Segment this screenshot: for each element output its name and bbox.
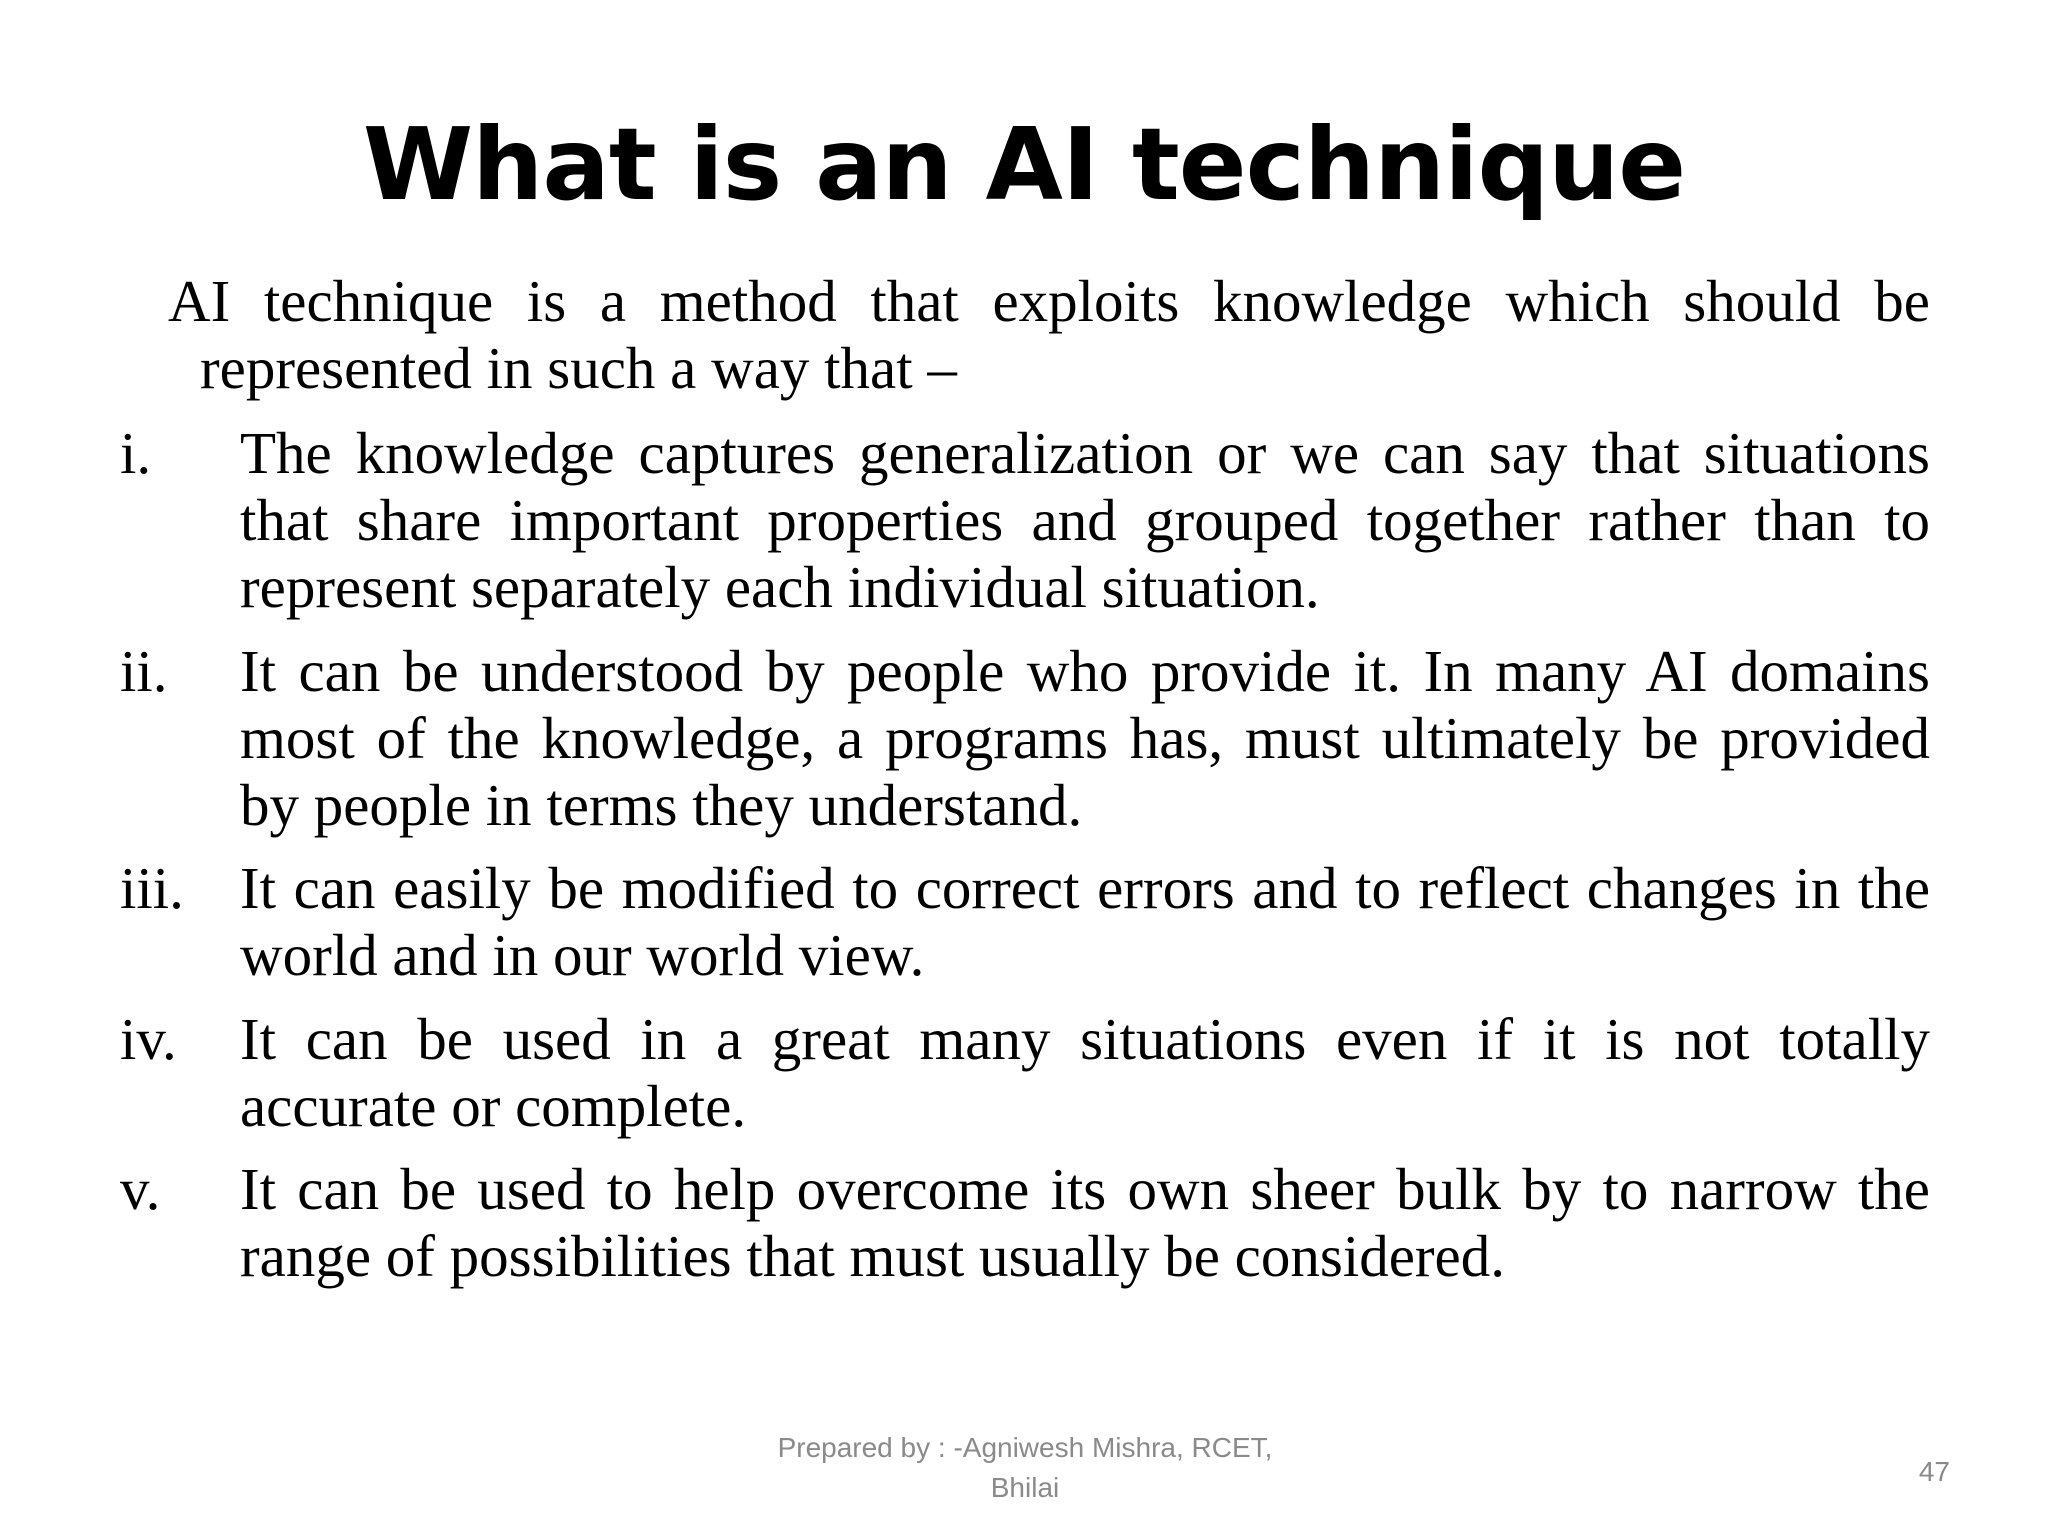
- footer-line-2: Bhilai: [990, 1472, 1060, 1503]
- intro-paragraph: [168, 268, 1930, 402]
- list-item-text: It can be used to help overcome its own sheer bulk by to narrow the range of possibilities that must usually be considered.: [240, 1156, 1930, 1289]
- page-number: 47: [1918, 1456, 1950, 1487]
- list-marker: i.: [120, 420, 152, 486]
- footer-line-1: Prepared by : -Agniwesh Mishra, RCET,: [777, 1432, 1273, 1463]
- intro-line-1: AI technique is a method that exploits knowledge which should be: [168, 268, 1930, 334]
- list-item-text: It can be understood by people who provide it. In many AI domains most of the knowledge, a programs has, must ultimately be provided by people in terms they understand.: [240, 638, 1930, 838]
- list-marker: ii.: [120, 638, 168, 704]
- list-marker: iii.: [120, 855, 184, 921]
- intro-line-2: represented in such a way that –: [200, 335, 957, 401]
- list-item-text: It can easily be modified to correct errors and to reflect changes in the world and in our world view.: [240, 855, 1930, 988]
- list-item-text: The knowledge captures generalization or we can say that situations that share important properties and grouped together rather than to represent separately each individual situation.: [240, 420, 1930, 620]
- slide-title: What is an AI technique: [362, 106, 1686, 223]
- list-item-text: It can be used in a great many situations even if it is not totally accurate or complete.: [240, 1006, 1930, 1139]
- list-marker: iv.: [120, 1006, 177, 1072]
- slide-footer: [700, 1428, 1350, 1508]
- list-marker: v.: [120, 1156, 161, 1222]
